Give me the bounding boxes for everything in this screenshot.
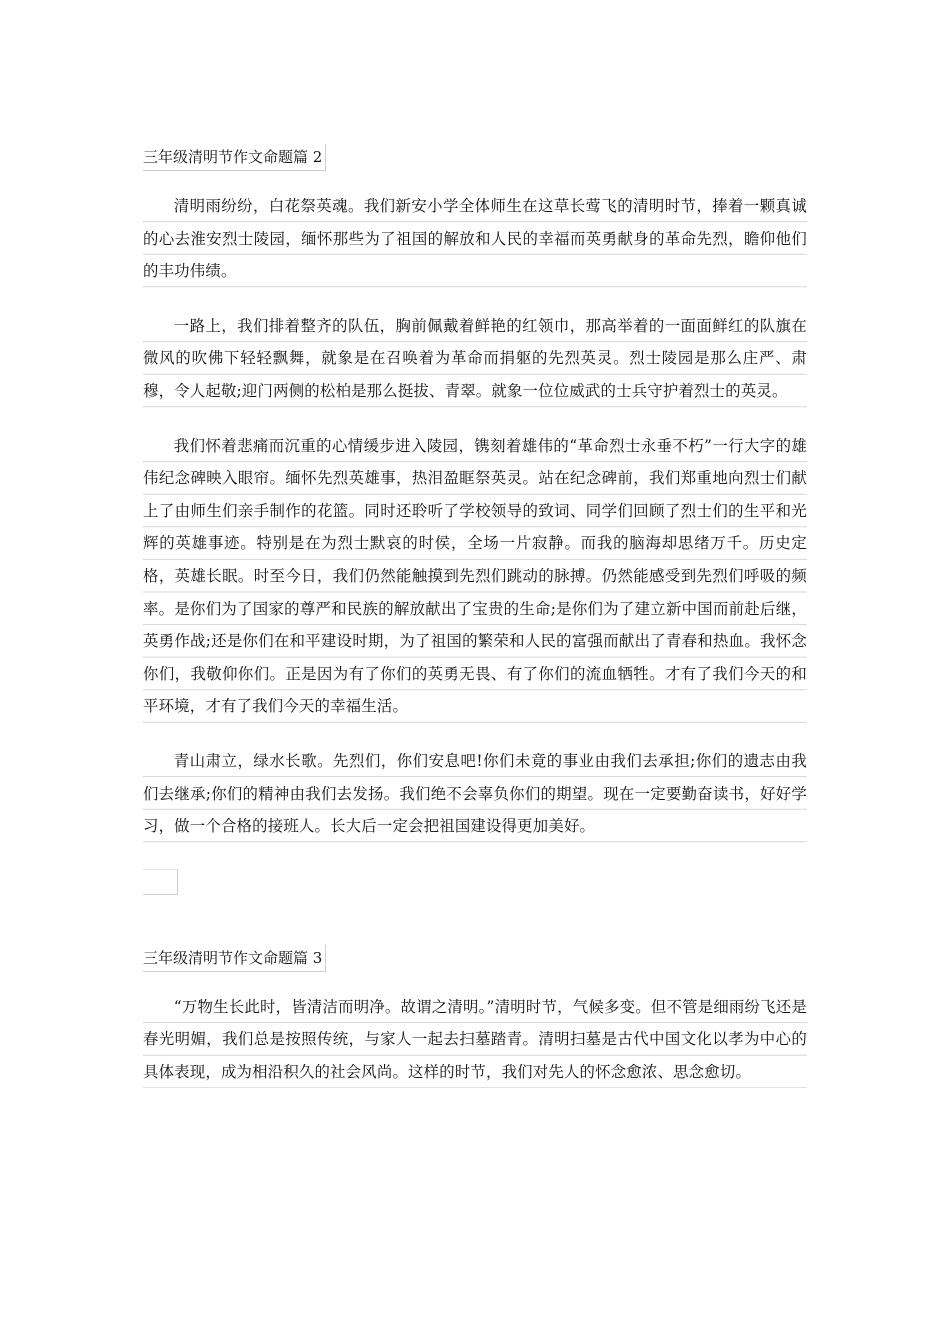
paragraph: 一路上，我们排着整齐的队伍，胸前佩戴着鲜艳的红领巾，那高举着的一面面鲜红的队旗在微风的吹佛下轻轻飘舞，就象是在召唤着为革命而捐躯的先烈英灵。烈士陵园是那么庄严、肃穆，令人起敬;迎门两侧的松柏是那么挺拔、青翠。就象一位位威武的士兵守护着烈士的英灵。 xyxy=(143,310,807,408)
spacer xyxy=(143,895,807,939)
empty-line-box xyxy=(143,869,178,895)
spacer xyxy=(143,171,807,190)
paragraph: 我们怀着悲痛而沉重的心情缓步进入陵园，镌刻着雄伟的“革命烈士永垂不朽”一行大字的雄伟纪念碑映入眼帘。缅怀先烈英雄事，热泪盈眶祭英灵。站在纪念碑前，我们郑重地向烈士们献上了由师生们亲手制作的花篮。同时还聆听了学校领导的致词、同学们回顾了烈士们的生平和光辉的英雄事迹。特别是在为烈士默哀的时侯，全场一片寂静。而我的脑海却思绪万千。历史定格，英雄长眠。时至今日，我们仍然能触摸到先烈们跳动的脉搏。仍然能感受到先烈们呼吸的频率。是你们为了国家的尊严和民族的解放献出了宝贵的生命;是你们为了建立新中国而前赴后继，英勇作战;还是你们在和平建设时期，为了祖国的繁荣和人民的富强而献出了青春和热血。我怀念你们，我敬仰你们。正是因为有了你们的英勇无畏、有了你们的流血牺牲。才有了我们今天的和平环境，才有了我们今天的幸福生活。 xyxy=(143,430,807,723)
paragraph: 青山肃立，绿水长歌。先烈们，你们安息吧!你们未竟的事业由我们去承担;你们的遗志由我们去继承;你们的精神由我们去发扬。我们绝不会辜负你们的期望。现在一定要勤奋读书，好好学习，做一个合格的接班人。长大后一定会把祖国建设得更加美好。 xyxy=(143,745,807,843)
document-page xyxy=(143,138,807,1088)
spacer xyxy=(143,288,807,310)
spacer xyxy=(143,723,807,745)
section-title: 三年级清明节作文命题篇 2 xyxy=(143,144,326,171)
paragraph: 清明雨纷纷，白花祭英魂。我们新安小学全体师生在这草长莺飞的清明时节，捧着一颗真诚的心去淮安烈士陵园，缅怀那些为了祖国的解放和人民的幸福而英勇献身的革命先烈，瞻仰他们的丰功伟绩。 xyxy=(143,190,807,288)
paragraph: “万物生长此时，皆清洁而明净。故谓之清明。”清明时节，气候多变。但不管是细雨纷飞还是春光明媚，我们总是按照传统，与家人一起去扫墓踏青。清明扫墓是古代中国文化以孝为中心的具体表现，成为相沿积久的社会风尚。这样的时节，我们对先人的怀念愈浓、思念愈切。 xyxy=(143,991,807,1089)
section-title: 三年级清明节作文命题篇 3 xyxy=(143,945,326,972)
spacer xyxy=(143,408,807,430)
spacer xyxy=(143,972,807,991)
